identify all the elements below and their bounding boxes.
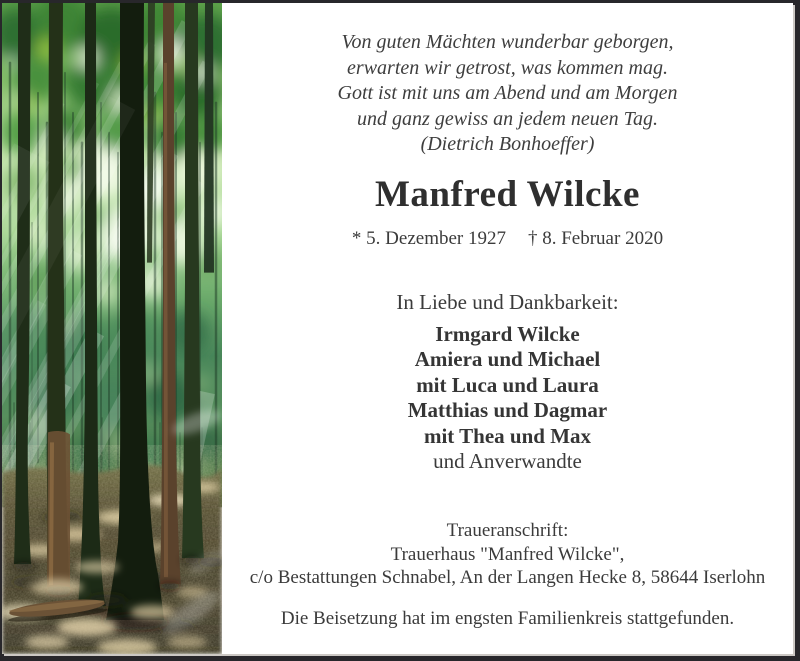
poem-line: erwarten wir getrost, was kommen mag.	[347, 56, 668, 79]
poem-line: Gott ist mit uns am Abend und am Morgen	[337, 82, 678, 104]
mourner-line: Matthias und Dagmar	[407, 398, 608, 423]
address-label: Traueranschrift:	[446, 520, 569, 541]
mourners-list	[222, 322, 793, 474]
poem-line: und ganz gewiss an jedem neuen Tag.	[357, 107, 658, 130]
mourner-line: Amiera und Michael	[414, 347, 601, 372]
poem	[222, 30, 793, 158]
forest-photo	[2, 3, 222, 654]
mourning-address	[222, 519, 793, 590]
obituary-content	[222, 3, 793, 654]
death-date: † 8. Februar 2020	[527, 228, 664, 249]
funeral-note: Die Beisetzung hat im engsten Familienkreis stattgefunden.	[280, 608, 735, 629]
deceased-name: Manfred Wilcke	[375, 174, 640, 215]
poem-attribution: (Dietrich Bonhoeffer)	[420, 133, 595, 155]
address-line: Trauerhaus "Manfred Wilcke",	[390, 543, 625, 565]
poem-line: Von guten Mächten wunderbar geborgen,	[341, 31, 674, 53]
obituary-clipping	[2, 3, 793, 654]
mourners-closing: und Anverwandte	[433, 449, 582, 474]
tribute-intro: In Liebe und Dankbarkeit:	[396, 290, 619, 314]
life-dates	[222, 227, 793, 251]
birth-date: * 5. Dezember 1927	[351, 228, 506, 249]
address-line: c/o Bestattungen Schnabel, An der Langen Hecke 8, 58644 Iserlohn	[249, 567, 766, 588]
mourner-line: Irmgard Wilcke	[435, 322, 580, 346]
mourner-line: mit Luca und Laura	[416, 372, 599, 397]
mourner-line: mit Thea und Max	[423, 423, 592, 448]
